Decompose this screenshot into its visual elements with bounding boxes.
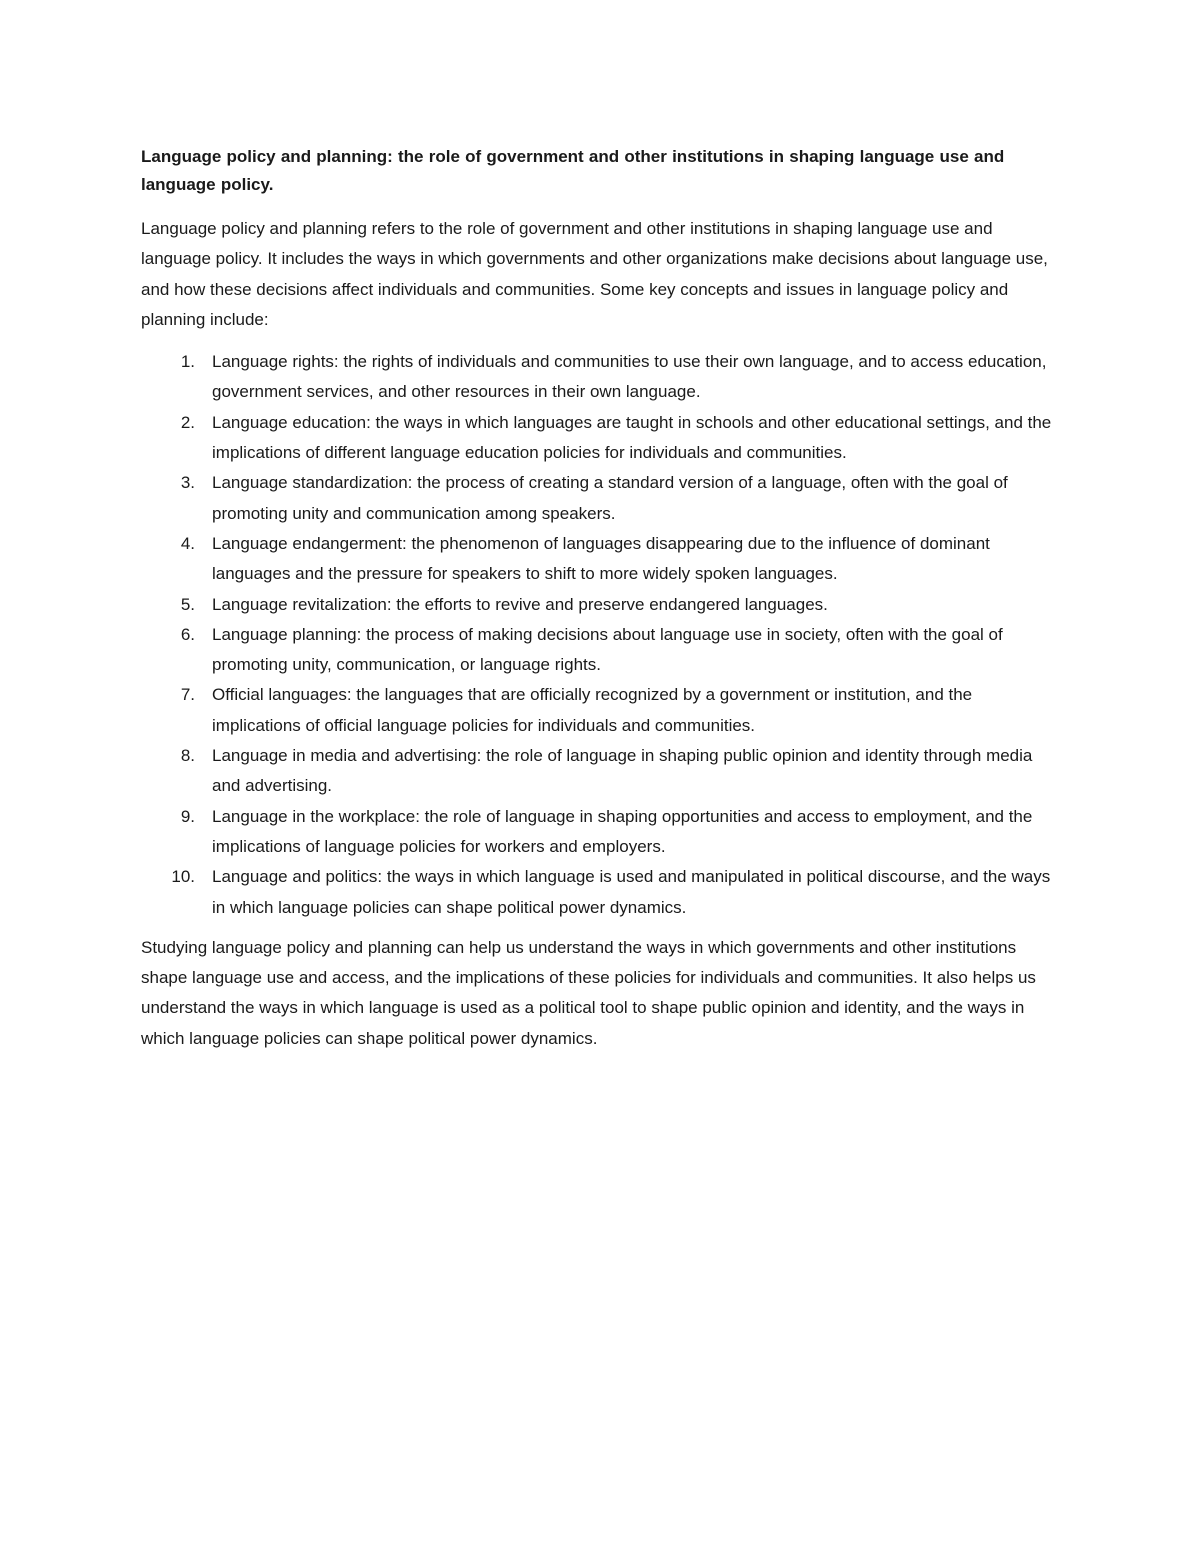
list-item-number: 3. [180,473,195,493]
list-item [141,347,1065,408]
list-item [141,680,1065,741]
list-item-number: 1. [180,352,195,372]
intro-paragraph: Language policy and planning refers to the role of government and other institutions in shaping language use and language policy. It includes the ways in which governments and other organizations make decisions about language use, and how these decisions affect individuals and communities. Some key concepts and issues in language policy and planning include: [141,219,1048,329]
list-item [141,468,1065,529]
list-item-text: Language and politics: the ways in which language is used and manipulated in political discourse, and the ways in which language policies can shape political power dynamics. [212,867,1051,917]
list-item [141,529,1065,590]
document-page [141,143,1065,1054]
list-item [141,741,1065,802]
list-item-number: 8. [180,746,195,766]
list-item-text: Language planning: the process of making decisions about language use in society, often with the goal of promoting unity, communication, or language rights. [212,624,1003,675]
list-item-text: Language revitalization: the efforts to revive and preserve endangered languages. [212,594,828,614]
concepts-list [141,347,1065,923]
list-item-number: 5. [180,594,195,614]
list-item [141,802,1065,863]
document-title: Language policy and planning: the role of government and other institutions in shaping language use and language policy. [141,147,1005,194]
list-item [141,620,1065,681]
list-item-text: Language endangerment: the phenomenon of languages disappearing due to the influence of dominant languages and the pressure for speakers to shift to more widely spoken languages. [212,533,990,584]
list-item-text: Language standardization: the process of creating a standard version of a language, often with the goal of promoting unity and communication among speakers. [212,473,1008,523]
list-item [141,408,1065,469]
list-item-number: 4. [180,533,195,553]
list-item-number: 7. [180,685,195,705]
conclusion-paragraph: Studying language policy and planning can help us understand the ways in which governments and other institutions shape language use and access, and the implications of these policies for individuals and communities. It also helps us understand the ways in which language is used as a political tool to shape public opinion and identity, and the ways in which language policies can shape political power dynamics. [141,937,1036,1048]
list-item-text: Language education: the ways in which languages are taught in schools and other educational settings, and the implications of different language education policies for individuals and communities. [212,412,1052,463]
list-item-text: Language in the workplace: the role of language in shaping opportunities and access to employment, and the implications of language policies for workers and employers. [212,806,1033,856]
list-item-text: Language in media and advertising: the role of language in shaping public opinion and identity through media and advertising. [212,746,1033,796]
list-item-number: 2. [180,412,195,432]
list-item-number: 6. [180,624,195,644]
list-item-number: 9. [180,806,195,826]
list-item [141,862,1065,923]
list-item-text: Official languages: the languages that are officially recognized by a government or institution, and the implications of official language policies for individuals and communities. [212,685,973,735]
list-item [141,590,1065,620]
list-item-text: Language rights: the rights of individuals and communities to use their own language, and to access education, government services, and other resources in their own language. [212,352,1047,402]
list-item-number: 10. [171,867,195,887]
